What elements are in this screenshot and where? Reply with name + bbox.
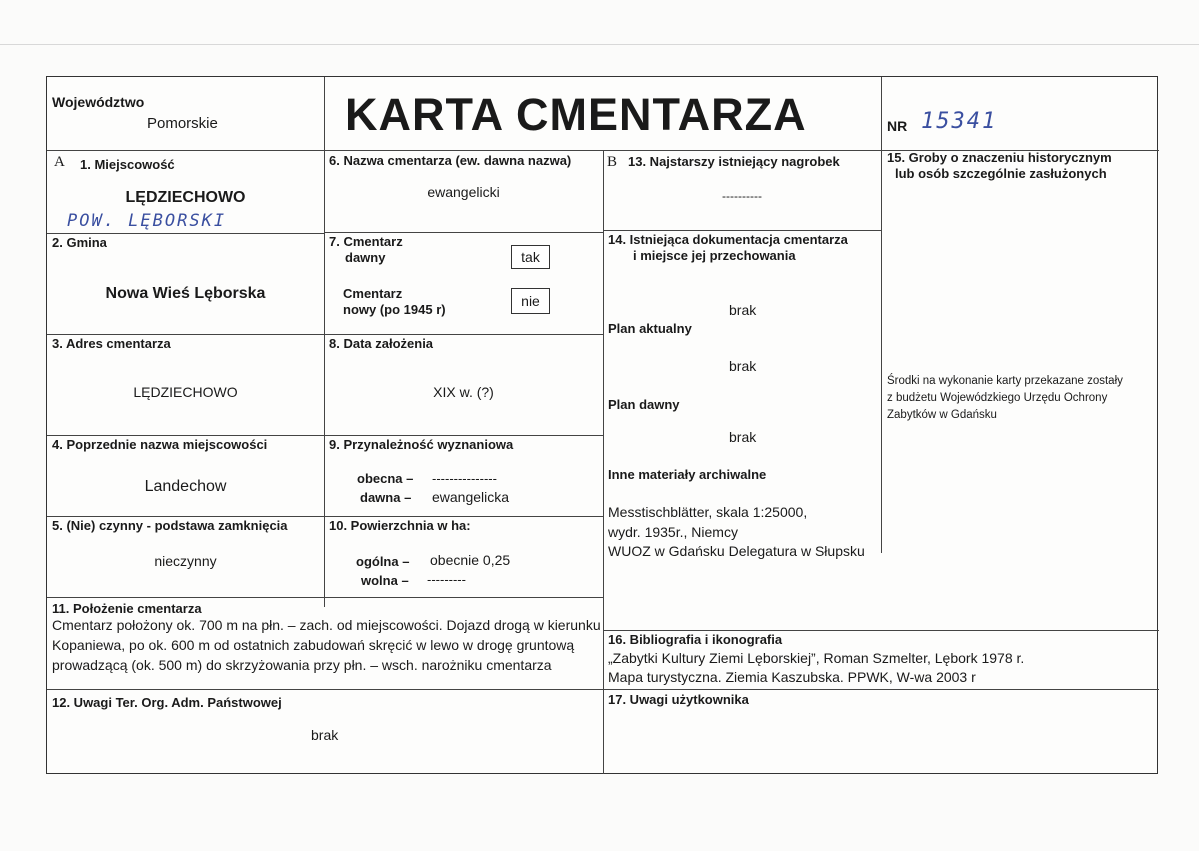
field-10-total-label: ogólna – <box>356 554 410 569</box>
field-13-value: ---------- <box>722 189 762 203</box>
field-4-value: Landechow <box>144 478 227 495</box>
grid-line <box>47 516 603 517</box>
grid-line <box>324 232 603 233</box>
plan-old-label: Plan dawny <box>608 397 680 412</box>
plan-current-label: Plan aktualny <box>608 321 692 336</box>
voivodeship-label: Województwo <box>52 94 145 110</box>
field-6-label: 6. Nazwa cmentarza (ew. dawna nazwa) <box>329 153 572 168</box>
field-10-free-value: --------- <box>427 572 466 587</box>
field-16-label: 16. Bibliografia i ikonografia <box>608 632 783 647</box>
field-12-label: 12. Uwagi Ter. Org. Adm. Państwowej <box>52 695 282 710</box>
field-15-note-3: Zabytków w Gdańsku <box>887 409 997 421</box>
field-10-free-label: wolna – <box>361 573 409 588</box>
grid-line <box>881 77 882 553</box>
archives-line-3: WUOZ w Gdańsku Delegatura w Słupsku <box>608 543 865 559</box>
page-edge-line <box>0 44 1199 45</box>
field-7-new-box: nie <box>511 288 550 314</box>
field-14-label-2: i miejsce jej przechowania <box>633 248 796 263</box>
field-13-label: 13. Najstarszy istniejący nagrobek <box>628 154 840 169</box>
field-1-value: LĘDZIECHOWO <box>125 189 246 206</box>
archives-line-1: Messtischblätter, skala 1:25000, <box>608 504 808 520</box>
grid-line <box>47 435 603 436</box>
field-8-label: 8. Data założenia <box>329 336 434 351</box>
field-14-label-1: 14. Istniejąca dokumentacja cmentarza <box>608 232 848 247</box>
field-2-value: Nowa Wieś Lęborska <box>105 285 266 302</box>
field-4-label: 4. Poprzednie nazwa miejscowości <box>52 437 268 452</box>
field-11-label: 11. Położenie cmentarza <box>52 601 202 616</box>
field-7-new-label-2: nowy (po 1945 r) <box>343 302 446 317</box>
field-15-note-2: z budżetu Wojewódzkiego Urzędu Ochrony <box>887 392 1108 404</box>
field-7-old-label: dawny <box>345 250 386 265</box>
field-1-label: 1. Miejscowość <box>80 157 175 172</box>
field-14-value: brak <box>729 302 757 318</box>
field-11-line-3: prowadzącą (ok. 500 m) do skrzyżowania przy płn. – wsch. narożniku cmentarza <box>52 657 552 673</box>
field-16-line-2: Mapa turystyczna. Ziemia Kaszubska. PPWK, W-wa 2003 r <box>608 669 976 685</box>
field-2-label: 2. Gmina <box>52 235 107 250</box>
nr-label: NR <box>887 118 908 134</box>
grid-line <box>603 150 604 774</box>
voivodeship-value: Pomorskie <box>147 115 218 132</box>
field-15-label-1: 15. Groby o znaczeniu historycznym <box>887 150 1112 165</box>
field-9-former-value: ewangelicka <box>432 489 510 505</box>
field-11-line-1: Cmentarz położony ok. 700 m na płn. – zach. od miejscowości. Dojazd drogą w kierunku <box>52 617 601 633</box>
field-9-current-value: --------------- <box>432 471 497 486</box>
grid-line <box>603 230 881 231</box>
field-9-former-label: dawna – <box>360 490 412 505</box>
grid-line <box>603 630 1159 631</box>
field-10-label: 10. Powierzchnia w ha: <box>329 518 471 533</box>
field-5-label: 5. (Nie) czynny - podstawa zamknięcia <box>52 518 288 533</box>
field-8-value: XIX w. (?) <box>433 384 494 400</box>
section-b-letter: B <box>607 154 618 170</box>
field-15-note-1: Środki na wykonanie karty przekazane zostały <box>887 375 1123 387</box>
grid-line <box>324 77 325 607</box>
section-a-letter: A <box>54 154 65 170</box>
field-9-label: 9. Przynależność wyznaniowa <box>329 437 514 452</box>
grid-line <box>47 597 603 598</box>
field-12-value: brak <box>311 727 339 743</box>
field-7-old-box: tak <box>511 245 550 269</box>
plan-old-value: brak <box>729 429 757 445</box>
field-7-label: 7. Cmentarz <box>329 234 403 249</box>
field-7-new-label-1: Cmentarz <box>343 286 403 301</box>
grid-line <box>47 233 324 234</box>
plan-current-value: brak <box>729 358 757 374</box>
field-3-value: LĘDZIECHOWO <box>133 384 238 400</box>
cemetery-card-form <box>46 76 1158 774</box>
field-16-line-1: „Zabytki Kultury Ziemi Lęborskiej”, Roman Szmelter, Lębork 1978 r. <box>608 650 1025 666</box>
field-11-line-2: Kopaniewa, po ok. 600 m od ostatnich zabudowań skręcić w lewo w drogę gruntową <box>52 637 575 653</box>
archives-label: Inne materiały archiwalne <box>608 467 767 482</box>
grid-line <box>47 334 603 335</box>
field-1-handwritten-note: POW. LĘBORSKI <box>67 211 227 231</box>
field-15-label-2: lub osób szczególnie zasłużonych <box>895 166 1107 181</box>
page-title: KARTA CMENTARZA <box>345 89 807 140</box>
field-17-label: 17. Uwagi użytkownika <box>608 692 749 707</box>
nr-handwritten: 15341 <box>921 109 998 134</box>
field-3-label: 3. Adres cmentarza <box>52 336 171 351</box>
archives-line-2: wydr. 1935r., Niemcy <box>608 524 738 540</box>
field-10-total-value: obecnie 0,25 <box>430 552 511 568</box>
field-6-value: ewangelicki <box>427 184 500 200</box>
grid-line <box>47 689 1159 690</box>
field-5-value: nieczynny <box>154 553 217 569</box>
field-9-current-label: obecna – <box>357 471 414 486</box>
